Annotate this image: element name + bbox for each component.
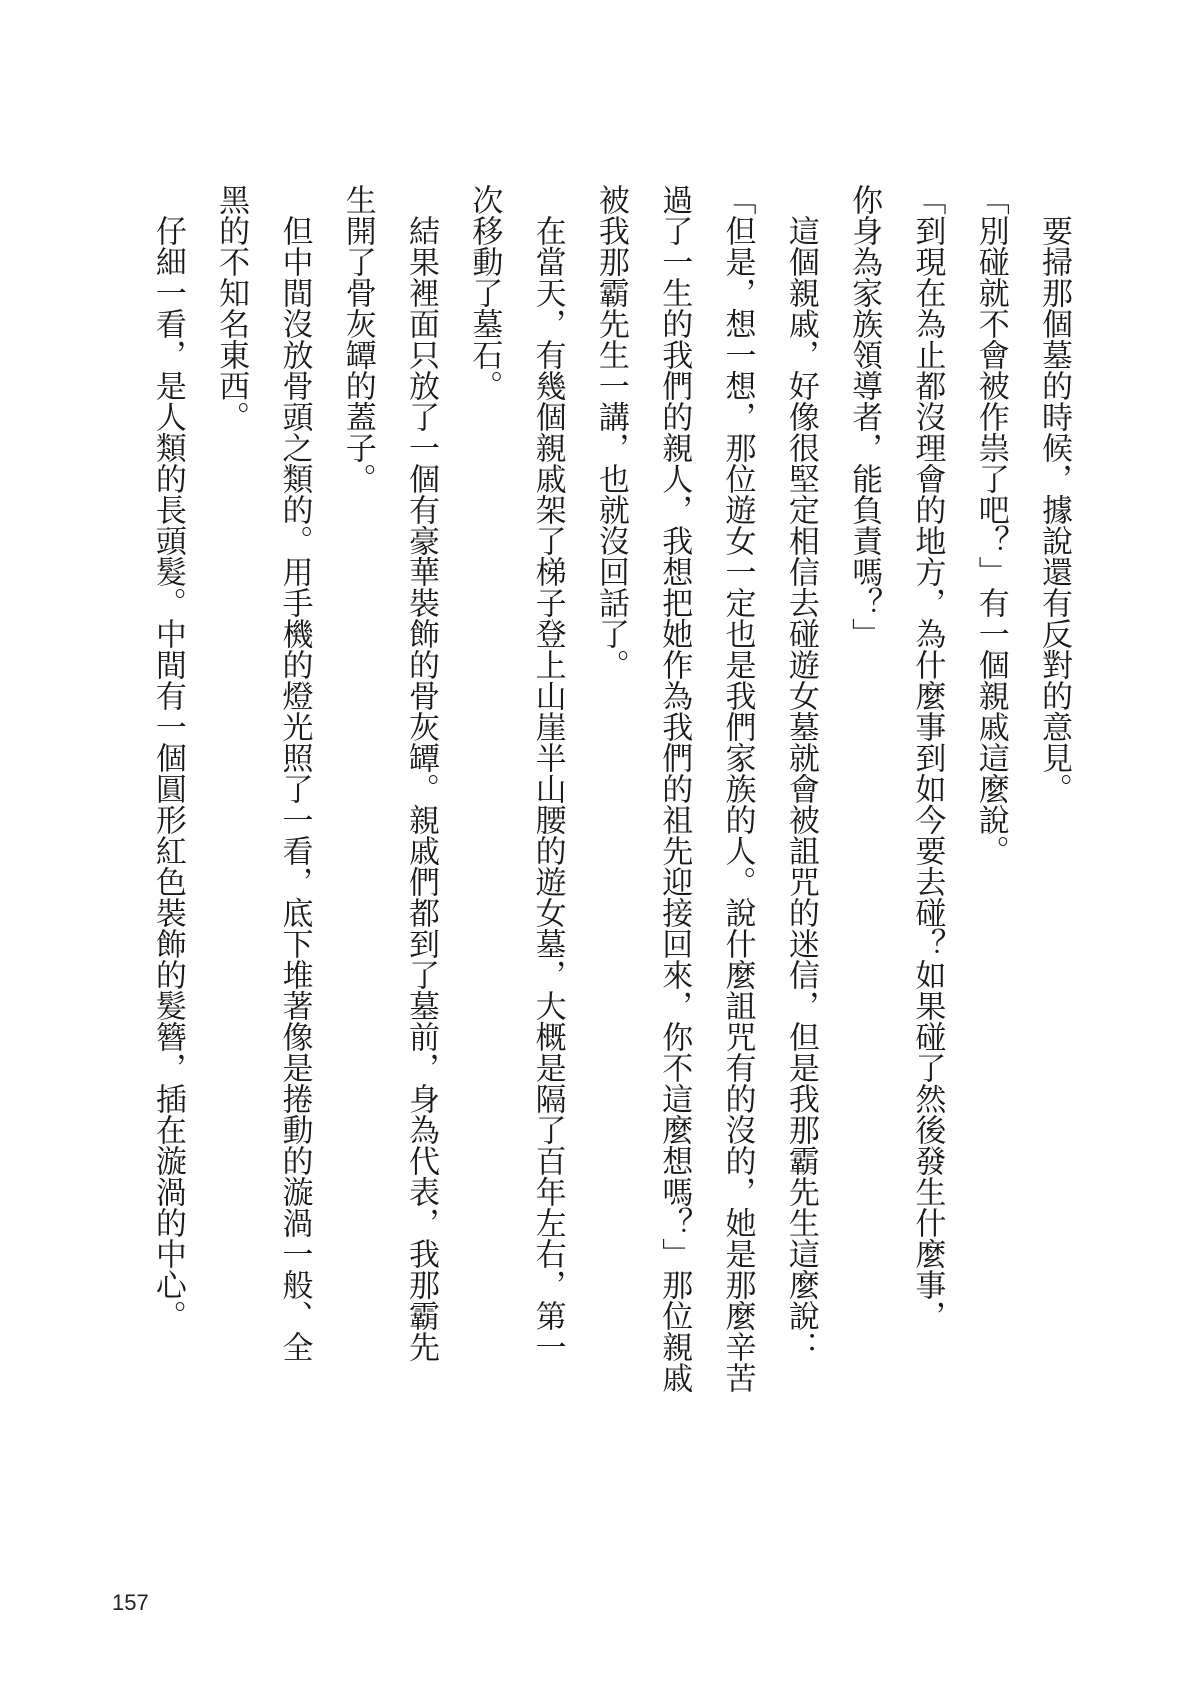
- text-column: 黑的不知名東西。: [213, 184, 250, 432]
- text-column: 「但是，想一想，那位遊女一定也是我們家族的人。說什麼詛咒有的沒的，她是那麼辛苦: [719, 184, 756, 1393]
- text-column: 你身為家族領導者，能負責嗎？」: [846, 184, 883, 649]
- vertical-text-body: [135, 184, 1085, 1393]
- text-column: 結果裡面只放了一個有豪華裝飾的骨灰罈。親戚們都到了墓前，身為代表，我那霸先: [403, 215, 440, 1362]
- text-column: 這個親戚，好像很堅定相信去碰遊女墓就會被詛咒的迷信，但是我那霸先生這麼說：: [782, 215, 819, 1362]
- text-column: 在當天，有幾個親戚架了梯子登上山崖半山腰的遊女墓，大概是隔了百年左右，第一: [529, 215, 566, 1362]
- text-column: 「到現在為止都沒理會的地方，為什麼事到如今要去碰？如果碰了然後發生什麼事，: [909, 184, 946, 1331]
- text-column: 但中間沒放骨頭之類的。用手機的燈光照了一看，底下堆著像是捲動的漩渦一般、全: [276, 215, 313, 1362]
- text-column: 次移動了墓石。: [466, 184, 503, 401]
- text-column: 生開了骨灰罈的蓋子。: [339, 184, 376, 494]
- text-column: 仔細一看，是人類的長頭髮。中間有一個圓形紅色裝飾的髮簪，插在漩渦的中心。: [149, 215, 186, 1331]
- text-column: 過了一生的我們的親人，我想把她作為我們的祖先迎接回來，你不這麼想嗎？」那位親戚: [656, 184, 693, 1393]
- text-column: 「別碰就不會被作祟了吧？」有一個親戚這麼說。: [972, 184, 1009, 866]
- page-number: 157: [112, 1590, 149, 1615]
- text-column: 要掃那個墓的時候，據說還有反對的意見。: [1036, 215, 1072, 804]
- text-column: 被我那霸先生一講，也就沒回話了。: [592, 184, 629, 680]
